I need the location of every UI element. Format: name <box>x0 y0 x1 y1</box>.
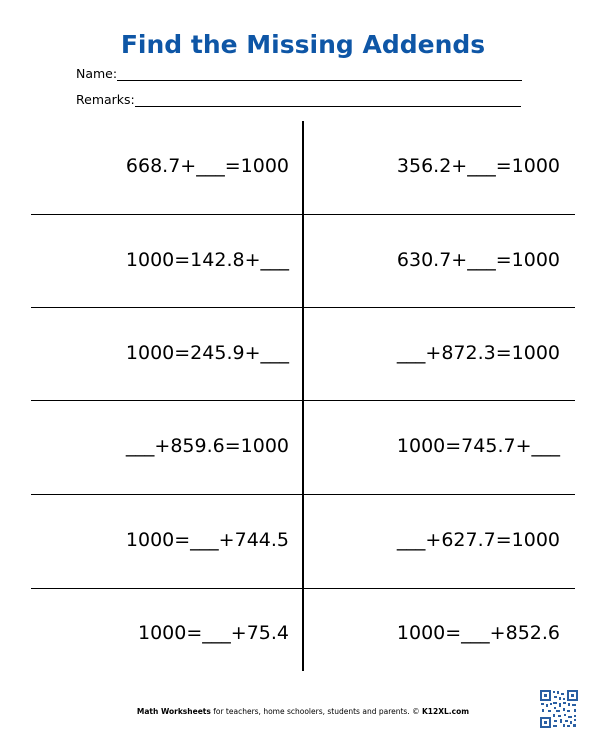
remarks-label: Remarks: <box>76 92 135 107</box>
name-label: Name: <box>76 66 118 81</box>
problem-4-left: ___+859.6=1000 <box>125 435 289 457</box>
problem-6-left: 1000=___+75.4 <box>138 622 289 644</box>
row-divider <box>31 494 575 495</box>
problem-2-left: 1000=142.8+___ <box>125 249 289 271</box>
problem-5-left: 1000=___+744.5 <box>125 529 289 551</box>
row-divider <box>31 400 575 401</box>
name-field[interactable] <box>76 66 522 81</box>
qr-code-graphic <box>539 689 579 729</box>
problem-1-left: 668.7+___=1000 <box>125 155 289 177</box>
footer-text: for teachers, home schoolers, students and parents. © <box>210 707 422 716</box>
problem-6-right: 1000=___+852.6 <box>396 622 560 644</box>
worksheet-title: Find the Missing Addends <box>120 30 486 59</box>
row-divider <box>31 214 575 215</box>
problem-2-right: 630.7+___=1000 <box>396 249 560 271</box>
problem-4-right: 1000=745.7+___ <box>396 435 560 457</box>
name-line[interactable] <box>117 68 522 81</box>
remarks-field[interactable] <box>76 92 521 107</box>
problem-3-right: ___+872.3=1000 <box>396 342 560 364</box>
row-divider <box>31 307 575 308</box>
qr-code-icon[interactable] <box>539 689 579 729</box>
footer-brand: Math Worksheets <box>136 707 211 716</box>
problem-5-right: ___+627.7=1000 <box>396 529 560 551</box>
row-divider <box>31 588 575 589</box>
remarks-line[interactable] <box>135 94 521 107</box>
footer <box>0 707 606 716</box>
problem-1-right: 356.2+___=1000 <box>396 155 560 177</box>
problem-3-left: 1000=245.9+___ <box>125 342 289 364</box>
footer-site[interactable]: K12XL.com <box>422 707 470 716</box>
